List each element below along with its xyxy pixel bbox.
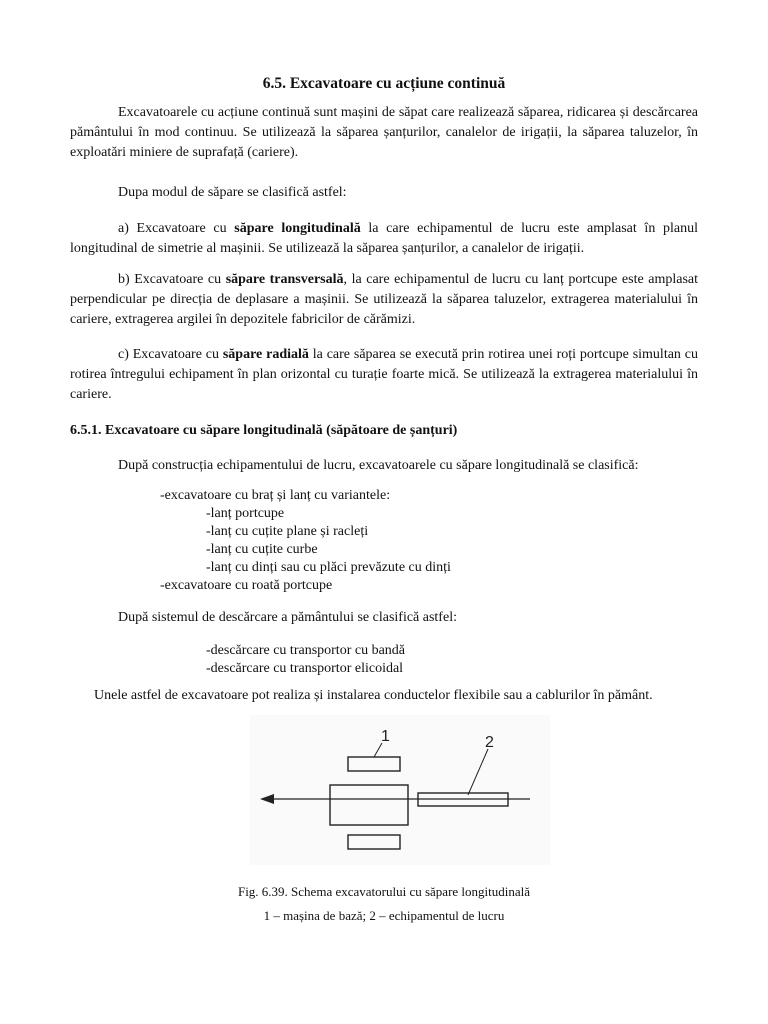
list-item: -lanț cu dinți sau cu plăci prevăzute cu dinți (206, 560, 451, 575)
figure-label-2: 2 (485, 734, 494, 751)
page-title: 6.5. Excavatoare cu acțiune continuă (262, 75, 506, 92)
list-item: -lanț cu cuțite plane și racleți (206, 524, 369, 539)
discharge-intro: După sistemul de descărcare a pământului se clasifică astfel: (118, 610, 457, 625)
type-c-prefix: c) Excavatoare cu (118, 347, 223, 362)
figure-legend: 1 – mașina de bază; 2 – echipamentul de lucru (263, 908, 505, 923)
type-a-paragraph (70, 219, 698, 259)
excavator-schematic-figure (250, 715, 550, 865)
type-b-prefix: b) Excavatoare cu (118, 272, 226, 287)
list-item: -lanț cu cuțite curbe (206, 542, 318, 557)
classification-intro: Dupa modul de săpare se clasifică astfel: (118, 185, 347, 200)
construction-intro: După construcția echipamentului de lucru, excavatoarele cu săpare longitudinală se clasifică: (118, 458, 639, 473)
cables-note: Unele astfel de excavatoare pot realiza și instalarea conductelor flexibile sau a cablurilor în pământ. (94, 688, 653, 703)
type-c-bold-term: săpare radială (222, 347, 309, 362)
type-a-bold-term: săpare longitudinală (234, 221, 361, 236)
list-item: -excavatoare cu roată portcupe (160, 578, 333, 593)
list-item: -excavatoare cu braț și lanț cu variantele: (160, 488, 391, 503)
type-a-rest: la care echipamentul de lucru este amplasat în planul longitudinal de simetrie al mașinii. Se utilizează la săparea șanțurilor, a canalelor de irigații. (70, 221, 698, 256)
list-item: -lanț portcupe (206, 506, 285, 521)
figure-label-1: 1 (381, 728, 390, 745)
intro-paragraph: Excavatoarele cu acțiune continuă sunt mașini de săpat care realizează săparea, ridicarea și descărcarea pământului în mod continuu. Se utilizează la săparea șanțurilor, canalelor de irigații, la săparea taluzelor, în exploatări miniere de suprafață (cariere). (70, 105, 698, 160)
section-heading-651: 6.5.1. Excavatoare cu săpare longitudinală (săpătoare de șanțuri) (70, 423, 458, 438)
list-item: -descărcare cu transportor elicoidal (206, 661, 404, 676)
list-item: -descărcare cu transportor cu bandă (206, 643, 406, 658)
type-b-paragraph (70, 270, 698, 330)
figure-caption: Fig. 6.39. Schema excavatorului cu săpare longitudinală (237, 884, 531, 899)
type-b-rest: , la care echipamentul de lucru cu lanț portcupe este amplasat perpendicular pe direcția de deplasare a mașinii. Se utilizează la săparea taluzelor, extragerea materialului în cariere, extragerea argilei în depozitele fabricilor de cărămizi. (70, 272, 698, 327)
type-c-paragraph (70, 345, 698, 405)
type-b-bold-term: săpare transversală (225, 272, 344, 287)
type-a-prefix: a) Excavatoare cu (118, 221, 235, 236)
type-c-rest: la care săparea se execută prin rotirea unei roți portcupe simultan cu rotirea întregului echipament în plan orizontal cu turație foarte mică. Se utilizează la extragerea materialului în cariere. (70, 347, 698, 402)
